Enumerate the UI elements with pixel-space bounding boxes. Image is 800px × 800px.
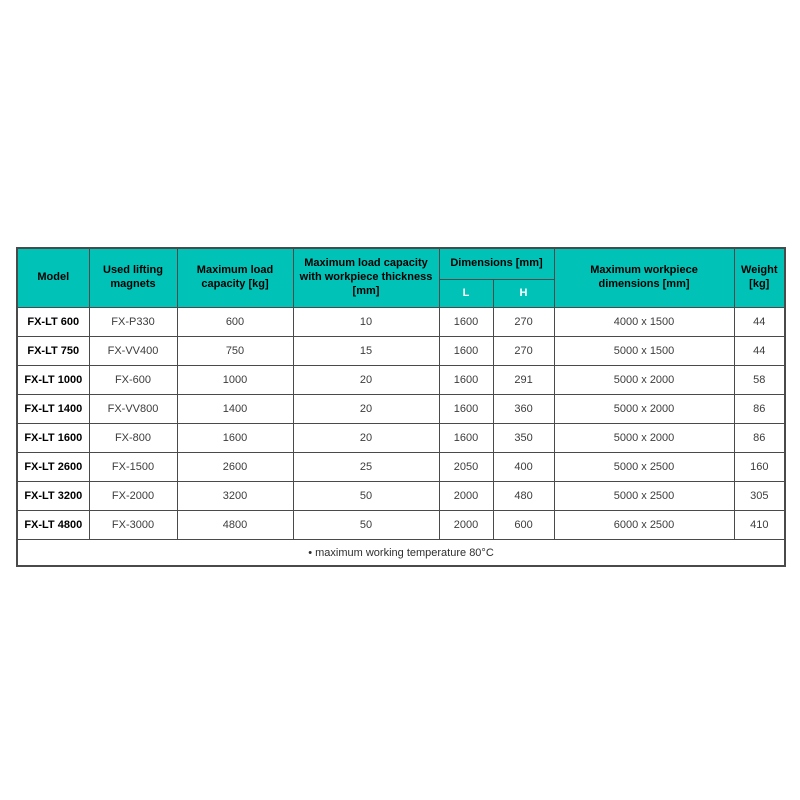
cell-weight: 44 <box>734 308 785 337</box>
cell-thickness: 20 <box>293 424 439 453</box>
cell-dim-h: 270 <box>493 337 554 366</box>
cell-dim-l: 1600 <box>439 366 493 395</box>
cell-model: FX-LT 2600 <box>17 453 89 482</box>
cell-magnet: FX-P330 <box>89 308 177 337</box>
cell-dim-l: 2050 <box>439 453 493 482</box>
cell-weight: 410 <box>734 511 785 540</box>
cell-model: FX-LT 4800 <box>17 511 89 540</box>
cell-workpiece: 5000 x 2500 <box>554 482 734 511</box>
cell-dim-l: 1600 <box>439 395 493 424</box>
cell-max-load: 1000 <box>177 366 293 395</box>
cell-workpiece: 5000 x 2000 <box>554 366 734 395</box>
cell-weight: 58 <box>734 366 785 395</box>
cell-magnet: FX-VV400 <box>89 337 177 366</box>
table-row <box>17 395 785 424</box>
column-header-workpiece: Maximum workpiece dimensions [mm] <box>554 248 734 308</box>
column-header-max-load-thickness: Maximum load capacity with workpiece thickness [mm] <box>293 248 439 308</box>
cell-dim-h: 480 <box>493 482 554 511</box>
column-header-model: Model <box>17 248 89 308</box>
lifting-magnet-spec-table <box>16 247 786 567</box>
table-row <box>17 511 785 540</box>
header-row-main <box>17 248 785 280</box>
table-row <box>17 366 785 395</box>
cell-workpiece: 6000 x 2500 <box>554 511 734 540</box>
column-subheader-height: H <box>493 280 554 308</box>
cell-thickness: 50 <box>293 511 439 540</box>
cell-workpiece: 5000 x 2000 <box>554 395 734 424</box>
cell-thickness: 25 <box>293 453 439 482</box>
cell-magnet: FX-VV800 <box>89 395 177 424</box>
cell-thickness: 15 <box>293 337 439 366</box>
cell-dim-h: 270 <box>493 308 554 337</box>
cell-model: FX-LT 600 <box>17 308 89 337</box>
cell-workpiece: 4000 x 1500 <box>554 308 734 337</box>
cell-magnet: FX-1500 <box>89 453 177 482</box>
table-row <box>17 424 785 453</box>
table-row <box>17 308 785 337</box>
column-subheader-length: L <box>439 280 493 308</box>
footnote-max-working-temperature: • maximum working temperature 80°C <box>17 540 785 567</box>
cell-max-load: 4800 <box>177 511 293 540</box>
cell-dim-l: 1600 <box>439 308 493 337</box>
cell-max-load: 600 <box>177 308 293 337</box>
cell-max-load: 3200 <box>177 482 293 511</box>
cell-magnet: FX-2000 <box>89 482 177 511</box>
cell-weight: 44 <box>734 337 785 366</box>
cell-model: FX-LT 3200 <box>17 482 89 511</box>
table-footer-row <box>17 540 785 567</box>
cell-thickness: 20 <box>293 395 439 424</box>
cell-dim-h: 600 <box>493 511 554 540</box>
cell-workpiece: 5000 x 2000 <box>554 424 734 453</box>
cell-max-load: 1400 <box>177 395 293 424</box>
column-header-weight: Weight [kg] <box>734 248 785 308</box>
column-header-magnets: Used lifting magnets <box>89 248 177 308</box>
table-row <box>17 453 785 482</box>
cell-dim-l: 1600 <box>439 337 493 366</box>
cell-magnet: FX-3000 <box>89 511 177 540</box>
column-header-dimensions-group: Dimensions [mm] <box>439 248 554 280</box>
cell-workpiece: 5000 x 1500 <box>554 337 734 366</box>
cell-magnet: FX-600 <box>89 366 177 395</box>
cell-max-load: 2600 <box>177 453 293 482</box>
cell-thickness: 20 <box>293 366 439 395</box>
cell-model: FX-LT 1600 <box>17 424 89 453</box>
cell-magnet: FX-800 <box>89 424 177 453</box>
cell-max-load: 1600 <box>177 424 293 453</box>
table-row <box>17 337 785 366</box>
table-header <box>17 248 785 308</box>
cell-dim-h: 350 <box>493 424 554 453</box>
cell-dim-h: 291 <box>493 366 554 395</box>
cell-model: FX-LT 1000 <box>17 366 89 395</box>
cell-model: FX-LT 750 <box>17 337 89 366</box>
column-header-max-load: Maximum load capacity [kg] <box>177 248 293 308</box>
cell-max-load: 750 <box>177 337 293 366</box>
cell-weight: 160 <box>734 453 785 482</box>
cell-dim-l: 2000 <box>439 482 493 511</box>
cell-weight: 86 <box>734 424 785 453</box>
cell-dim-h: 360 <box>493 395 554 424</box>
cell-workpiece: 5000 x 2500 <box>554 453 734 482</box>
cell-dim-h: 400 <box>493 453 554 482</box>
cell-dim-l: 1600 <box>439 424 493 453</box>
table-body <box>17 308 785 567</box>
cell-thickness: 50 <box>293 482 439 511</box>
cell-weight: 305 <box>734 482 785 511</box>
cell-weight: 86 <box>734 395 785 424</box>
cell-dim-l: 2000 <box>439 511 493 540</box>
cell-thickness: 10 <box>293 308 439 337</box>
table-row <box>17 482 785 511</box>
cell-model: FX-LT 1400 <box>17 395 89 424</box>
